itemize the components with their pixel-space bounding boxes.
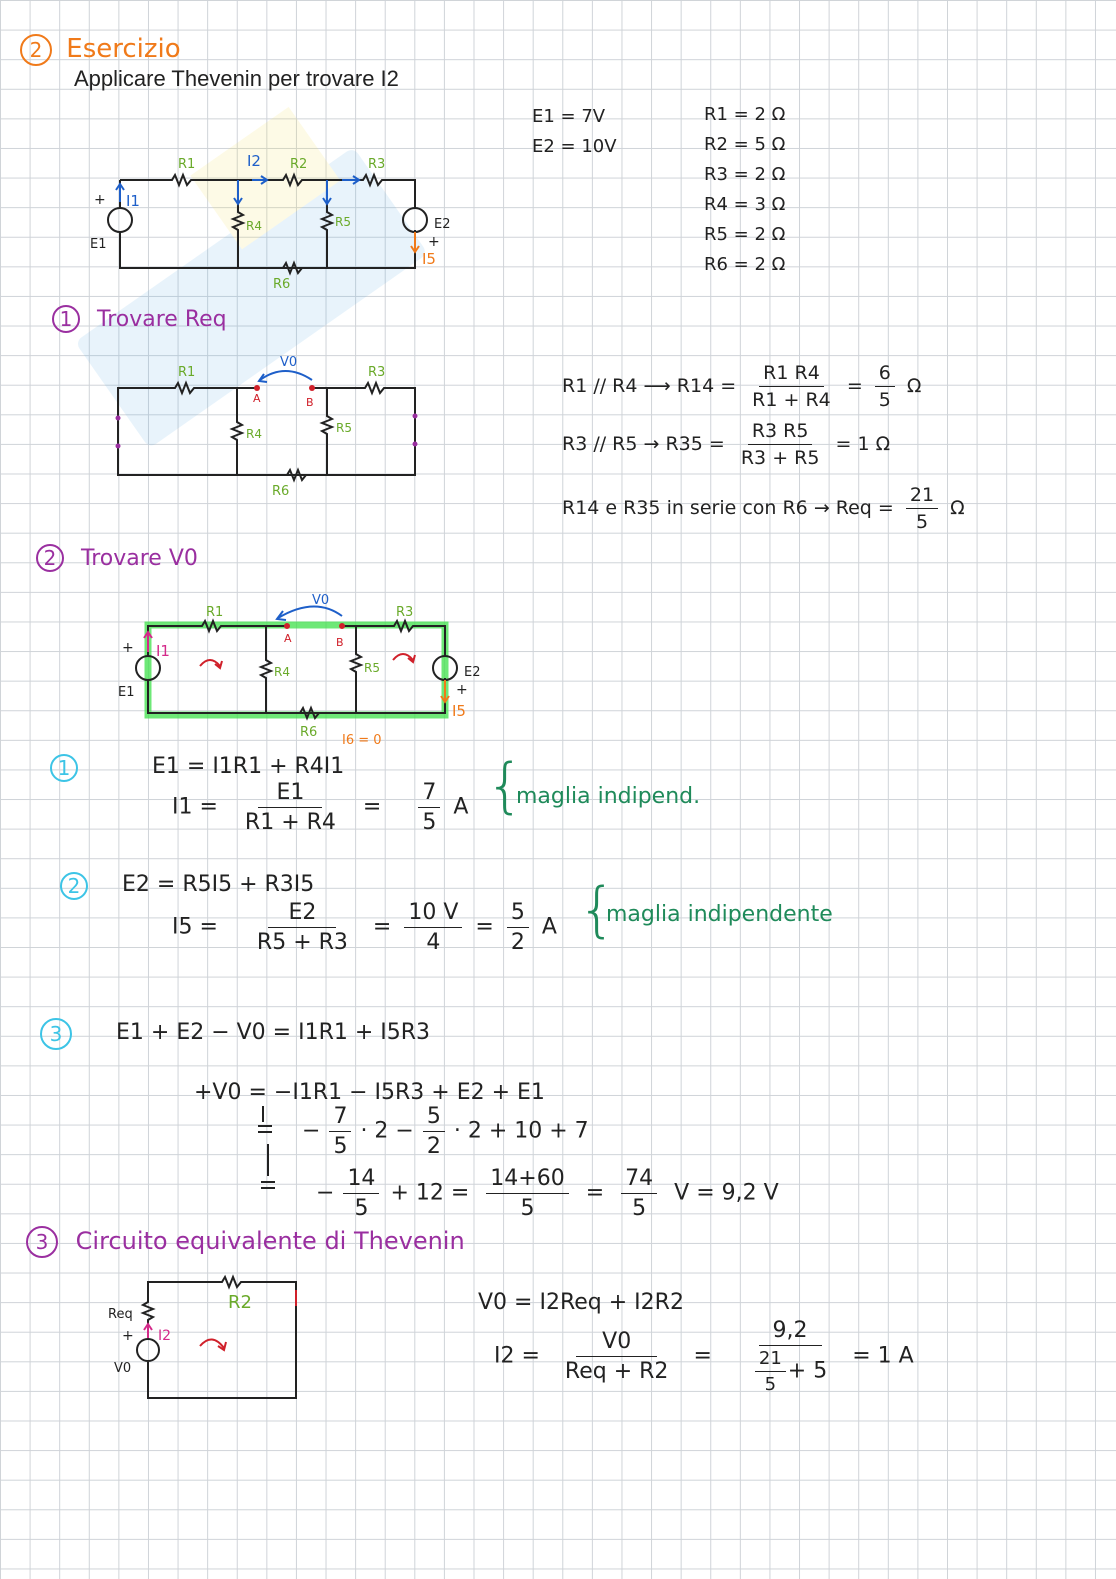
req-formula-1 bbox=[562, 362, 921, 411]
label-r6: R6 bbox=[273, 277, 291, 292]
eq2-note: maglia indipendente bbox=[606, 902, 833, 927]
label-plus: + bbox=[122, 1328, 134, 1344]
step1-number: 1 bbox=[59, 307, 73, 331]
eq2-i5-lhs: I5 = bbox=[172, 914, 218, 940]
fraction-numerator: 9,2 bbox=[759, 1318, 822, 1346]
req-formula-2-fraction bbox=[737, 420, 824, 469]
fraction-denominator: 5 bbox=[520, 1196, 535, 1221]
circuit-diagram-thevenin bbox=[100, 1270, 320, 1410]
eq3-v0-expression: +V0 = −I1R1 − I5R3 + E2 + E1 bbox=[194, 1080, 545, 1105]
label-i6: I6 = 0 bbox=[342, 733, 382, 748]
source-e2: E2 = 10V bbox=[532, 136, 617, 157]
fraction-numerator: 6 bbox=[875, 362, 895, 387]
label-v0: V0 bbox=[280, 355, 298, 370]
brace-icon: { bbox=[578, 875, 617, 945]
eq3-sub-end: · 2 + 10 + 7 bbox=[453, 1118, 589, 1144]
fraction-denominator: 5 bbox=[422, 810, 437, 835]
label-v0: V0 bbox=[114, 1361, 132, 1376]
label-i5: I5 bbox=[452, 702, 466, 720]
fraction-denominator: 5 bbox=[915, 511, 929, 533]
step3-number-circle bbox=[26, 1226, 58, 1258]
fraction-numerator: E2 bbox=[268, 900, 336, 928]
equals-chain-line bbox=[258, 1104, 278, 1194]
circuit-diagram-v0 bbox=[110, 588, 510, 748]
thevenin-i2-formula bbox=[494, 1318, 914, 1395]
label-r5: R5 bbox=[364, 661, 380, 675]
circuit-diagram-req bbox=[80, 350, 480, 500]
req-formula-1-result bbox=[875, 362, 895, 411]
fraction-numerator: 21 bbox=[755, 1348, 786, 1372]
label-b: B bbox=[306, 396, 314, 409]
minus-sign: − bbox=[316, 1180, 335, 1206]
step1-title: Trovare Req bbox=[97, 307, 227, 332]
fraction-denominator: 5 bbox=[354, 1196, 369, 1221]
thevenin-i2-lhs: I2 = bbox=[494, 1343, 540, 1369]
label-e1: E1 bbox=[90, 237, 107, 252]
eq1-number-badge bbox=[50, 754, 78, 782]
fraction-denominator: 2 bbox=[426, 1134, 441, 1159]
fraction-numerator: E1 bbox=[258, 780, 322, 808]
req-formula-2-lhs: R3 // R5 → R35 = bbox=[562, 433, 725, 455]
fraction-numerator: 7 bbox=[418, 780, 440, 808]
eq2-number: 2 bbox=[60, 872, 88, 900]
step3-title: Circuito equivalente di Thevenin bbox=[75, 1227, 465, 1255]
label-r2: R2 bbox=[228, 1292, 252, 1313]
resistor-r6: R6 = 2 Ω bbox=[704, 254, 786, 275]
req-formula-1-fraction bbox=[748, 362, 835, 411]
fraction-numerator: 5 bbox=[423, 1104, 445, 1132]
label-i2: I2 bbox=[247, 152, 261, 170]
label-r4: R4 bbox=[246, 427, 262, 441]
fraction-denominator: Req + R2 bbox=[564, 1359, 669, 1384]
equals-sign: = bbox=[693, 1343, 712, 1369]
eq2-number-badge bbox=[60, 872, 88, 900]
label-v0: V0 bbox=[312, 593, 330, 608]
req-formula-1-lhs: R1 // R4 ⟶ R14 = bbox=[562, 375, 737, 397]
label-plus-e2: + bbox=[428, 234, 440, 250]
step2-heading bbox=[36, 544, 198, 572]
thevenin-fraction bbox=[561, 1329, 673, 1384]
label-i1: I1 bbox=[156, 642, 170, 660]
label-req: Req bbox=[108, 1307, 133, 1322]
nested-fraction bbox=[755, 1348, 786, 1395]
label-r3: R3 bbox=[368, 157, 386, 172]
thevenin-kvl: V0 = I2Req + I2R2 bbox=[478, 1290, 684, 1315]
label-r6: R6 bbox=[300, 725, 318, 740]
label-e2: E2 bbox=[434, 217, 451, 232]
eq3-res-fraction-2 bbox=[486, 1166, 568, 1221]
label-r1: R1 bbox=[178, 365, 196, 380]
req-formula-2 bbox=[562, 420, 890, 469]
eq3-res-fraction-1 bbox=[343, 1166, 379, 1221]
minus-sign: − bbox=[302, 1118, 321, 1144]
eq3-sub-fraction-1 bbox=[329, 1104, 351, 1159]
fraction-numerator: 74 bbox=[621, 1166, 657, 1194]
fraction-numerator: V0 bbox=[576, 1329, 657, 1357]
label-r3: R3 bbox=[396, 605, 414, 620]
eq3-res-fraction-3 bbox=[621, 1166, 657, 1221]
fraction-denominator: 5 bbox=[333, 1134, 348, 1159]
req-formula-2-result: = 1 Ω bbox=[835, 433, 891, 455]
label-plus-e1: + bbox=[122, 640, 134, 656]
unit: Ω bbox=[950, 497, 965, 519]
exercise-title: Esercizio bbox=[66, 34, 181, 64]
exercise-subtitle: Applicare Thevenin per trovare I2 bbox=[74, 66, 399, 91]
eq2-fraction-2 bbox=[404, 900, 462, 955]
eq1-fraction bbox=[241, 780, 340, 835]
fraction-numerator: 14 bbox=[343, 1166, 379, 1194]
resistor-r5: R5 = 2 Ω bbox=[704, 224, 786, 245]
unit: A bbox=[541, 914, 557, 940]
label-r6: R6 bbox=[272, 484, 290, 499]
label-r1: R1 bbox=[206, 605, 224, 620]
exercise-number-circle bbox=[20, 34, 52, 66]
fraction-denominator: R5 + R3 bbox=[256, 930, 348, 955]
thevenin-numeric-fraction bbox=[749, 1318, 831, 1395]
req-formula-3 bbox=[562, 484, 965, 533]
fraction-numerator: 5 bbox=[507, 900, 529, 928]
step2-title: Trovare V0 bbox=[81, 546, 198, 571]
brace-icon: { bbox=[486, 751, 525, 821]
eq3-res-middle: + 12 = bbox=[390, 1180, 470, 1206]
label-i2: I2 bbox=[158, 1328, 172, 1344]
label-r3: R3 bbox=[368, 365, 386, 380]
label-r5: R5 bbox=[336, 421, 352, 435]
unit: Ω bbox=[906, 375, 922, 397]
fraction-denominator: 4 bbox=[426, 930, 441, 955]
eq2-i5-formula bbox=[172, 900, 557, 955]
step3-number: 3 bbox=[35, 1230, 49, 1254]
fraction-denominator: 2 bbox=[510, 930, 525, 955]
req-formula-3-result bbox=[906, 484, 938, 533]
label-r2: R2 bbox=[290, 157, 308, 172]
step1-number-circle bbox=[52, 305, 80, 333]
fraction-denominator: 5 bbox=[632, 1196, 647, 1221]
resistor-values bbox=[704, 100, 785, 280]
fraction-numerator: 14+60 bbox=[486, 1166, 568, 1194]
label-r1: R1 bbox=[178, 157, 196, 172]
label-r5: R5 bbox=[335, 215, 351, 229]
label-a: A bbox=[284, 632, 292, 645]
fraction-denominator: R1 + R4 bbox=[244, 810, 336, 835]
fraction-numerator: R1 R4 bbox=[759, 362, 824, 387]
source-values bbox=[532, 102, 617, 162]
label-plus-e1: + bbox=[94, 192, 106, 208]
fraction-denominator: 5 bbox=[764, 1374, 777, 1395]
label-plus-e2: + bbox=[456, 682, 468, 698]
equals-sign: = bbox=[372, 914, 392, 940]
source-e1: E1 = 7V bbox=[532, 106, 606, 127]
equals-sign: = bbox=[585, 1180, 605, 1206]
fraction-denominator bbox=[749, 1346, 831, 1395]
fraction-numerator: 10 V bbox=[404, 900, 462, 928]
eq1-i1-formula bbox=[172, 780, 468, 835]
fraction-numerator: R3 R5 bbox=[748, 420, 813, 445]
eq1-note: maglia indipend. bbox=[516, 784, 701, 809]
equals-sign: = bbox=[846, 375, 863, 397]
equals-sign: = bbox=[475, 914, 494, 940]
eq3-number: 3 bbox=[40, 1018, 72, 1050]
eq3-number-badge bbox=[40, 1018, 72, 1050]
label-e2: E2 bbox=[464, 665, 481, 680]
fraction-denominator: R3 + R5 bbox=[740, 447, 820, 469]
step3-heading bbox=[26, 1226, 465, 1258]
eq1-number: 1 bbox=[50, 754, 78, 782]
label-r4: R4 bbox=[274, 665, 290, 679]
label-i1: I1 bbox=[126, 192, 140, 210]
fraction-denominator: 5 bbox=[878, 389, 891, 411]
eq3-substitution bbox=[302, 1104, 589, 1159]
step2-number: 2 bbox=[43, 546, 57, 570]
resistor-r2: R2 = 5 Ω bbox=[704, 134, 786, 155]
resistor-r3: R3 = 2 Ω bbox=[704, 164, 786, 185]
thevenin-result: = 1 A bbox=[852, 1343, 914, 1369]
fraction-numerator: 21 bbox=[906, 484, 938, 509]
step1-heading bbox=[52, 305, 227, 333]
eq3-result bbox=[316, 1166, 779, 1221]
eq1-i1-lhs: I1 = bbox=[172, 794, 218, 820]
req-formula-3-lhs: R14 e R35 in serie con R6 → Req = bbox=[562, 497, 894, 519]
circuit-diagram-original bbox=[80, 140, 480, 300]
resistor-r4: R4 = 3 Ω bbox=[704, 194, 786, 215]
step2-number-circle bbox=[36, 544, 64, 572]
resistor-r1: R1 = 2 Ω bbox=[704, 104, 786, 125]
exercise-number: 2 bbox=[29, 38, 43, 62]
eq2-fraction bbox=[253, 900, 352, 955]
fraction-denominator: R1 + R4 bbox=[752, 389, 831, 411]
eq3-res-end: V = 9,2 V bbox=[674, 1180, 779, 1206]
eq1-kvl: E1 = I1R1 + R4I1 bbox=[152, 754, 345, 779]
fraction-numerator: 7 bbox=[329, 1104, 351, 1132]
eq2-kvl: E2 = R5I5 + R3I5 bbox=[122, 872, 315, 897]
label-i5: I5 bbox=[422, 250, 436, 268]
eq3-sub-middle: · 2 − bbox=[360, 1118, 414, 1144]
exercise-header bbox=[20, 34, 181, 66]
eq1-result bbox=[418, 780, 440, 835]
unit: A bbox=[453, 794, 469, 820]
eq2-result bbox=[507, 900, 529, 955]
plus-term: + 5 bbox=[787, 1358, 828, 1384]
label-b: B bbox=[336, 636, 344, 649]
eq3-kvl: E1 + E2 − V0 = I1R1 + I5R3 bbox=[116, 1020, 431, 1045]
equals-sign: = bbox=[362, 794, 382, 820]
label-r4: R4 bbox=[246, 219, 262, 233]
eq3-sub-fraction-2 bbox=[423, 1104, 445, 1159]
label-e1: E1 bbox=[118, 685, 135, 700]
label-a: A bbox=[253, 392, 261, 405]
